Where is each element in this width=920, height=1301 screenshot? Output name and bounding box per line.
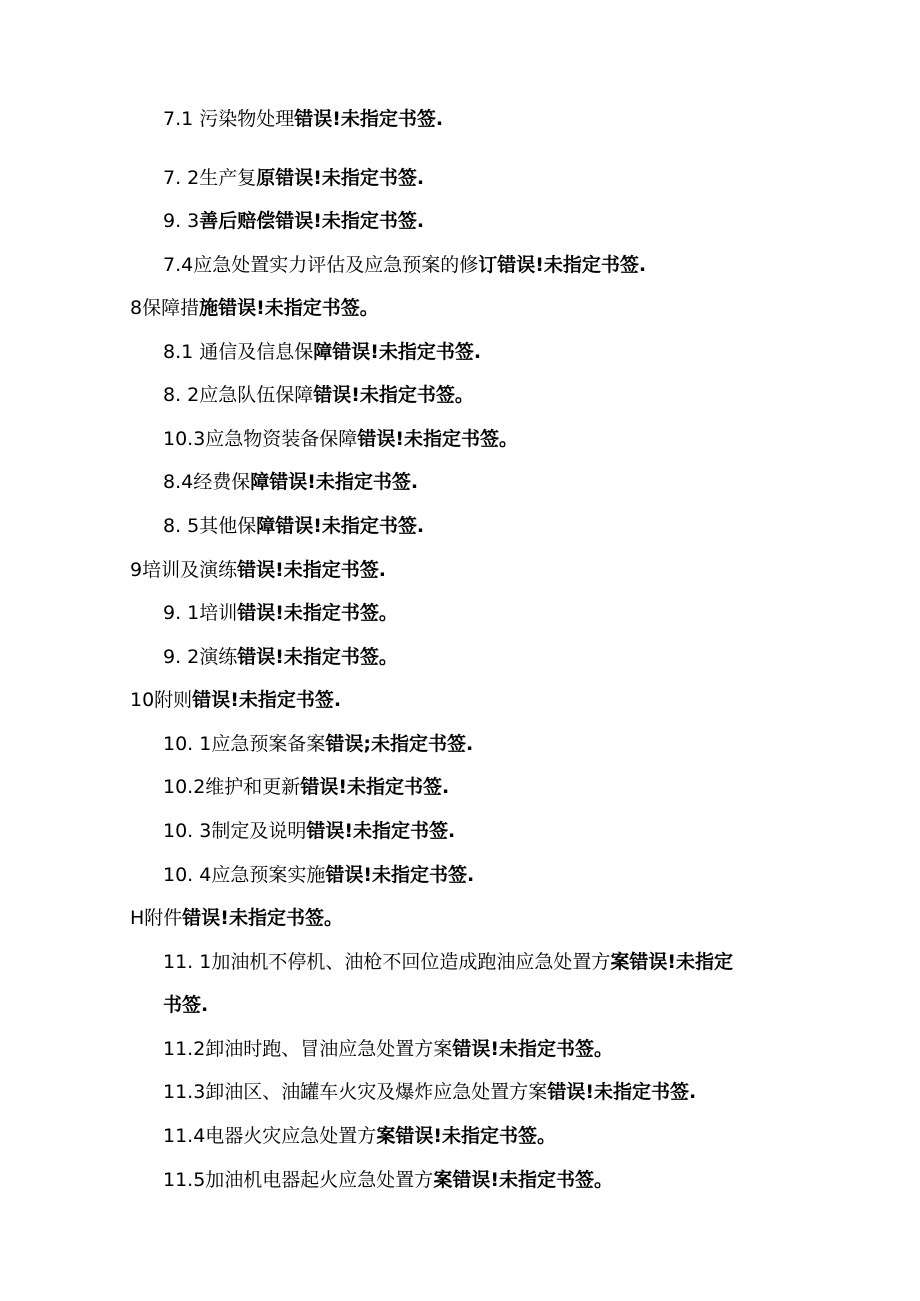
toc-entry-10-2[interactable] <box>163 776 449 798</box>
toc-entry-text: 8. 5其他保 <box>163 515 257 537</box>
toc-entry-text: 10. 3制定及说明 <box>163 820 307 842</box>
toc-entry-11-5[interactable] <box>163 1169 613 1191</box>
toc-entry-text: 10. 4应急预案实施 <box>163 864 326 886</box>
toc-entry-11[interactable] <box>130 907 343 929</box>
toc-entry-10[interactable] <box>130 689 341 711</box>
toc-entry-7-1[interactable] <box>163 108 443 130</box>
toc-entry-10-4[interactable] <box>163 864 474 886</box>
toc-entry-error: 施错误!未指定书签。 <box>199 297 379 319</box>
toc-entry-error: 订错误!未指定书签. <box>478 254 647 276</box>
toc-entry-11-1-continued[interactable] <box>163 994 208 1016</box>
toc-entry-error: 障错误!未指定书签. <box>256 515 425 537</box>
toc-entry-text: 10. 1应急预案备案 <box>163 733 326 755</box>
toc-entry-error: 错误!未指定书签。 <box>357 428 518 450</box>
toc-entry-7-2[interactable] <box>163 167 424 189</box>
toc-entry-error: 案错误!未指定 <box>610 951 734 973</box>
toc-entry-text: H附件 <box>130 907 183 929</box>
toc-entry-text: 10附则 <box>130 689 193 711</box>
toc-entry-10-1[interactable] <box>163 733 473 755</box>
toc-entry-error: 善后赔偿错误!未指定书签. <box>199 210 425 232</box>
toc-entry-text: 7. 2生产复 <box>163 167 257 189</box>
toc-entry-text: 10.2维护和更新 <box>163 776 301 798</box>
toc-entry-error: 障错误!未指定书签. <box>313 341 482 363</box>
toc-entry-error: 错误!未指定书签. <box>294 108 444 130</box>
toc-entry-error: 错误!未指定书签。 <box>452 1038 613 1060</box>
toc-entry-text: 9培训及演练 <box>130 559 238 581</box>
toc-entry-7-4[interactable] <box>163 254 646 276</box>
toc-entry-9-2[interactable] <box>163 646 398 668</box>
toc-entry-10-3a[interactable] <box>163 428 518 450</box>
toc-entry-10-3[interactable] <box>163 820 455 842</box>
toc-entry-text: 11.5加油机电器起火应急处置方 <box>163 1169 434 1191</box>
toc-entry-text: 8. 2应急队伍保障 <box>163 384 314 406</box>
toc-entry-11-4[interactable] <box>163 1125 556 1147</box>
toc-entry-error: 错误!未指定书签. <box>237 559 386 581</box>
toc-entry-error: 错误!未指定书签。 <box>237 646 398 668</box>
toc-entry-error: 原错误!未指定书签. <box>256 167 425 189</box>
toc-entry-text: 9. 3 <box>163 210 200 232</box>
toc-entry-text: 10.3应急物资装备保障 <box>163 428 358 450</box>
toc-entry-8-1[interactable] <box>163 341 481 363</box>
toc-entry-text: 7.4应急处置实力评估及应急预案的修 <box>163 254 479 276</box>
toc-entry-error: 障错误!未指定书签. <box>250 471 419 493</box>
toc-entry-text: 8.4经费保 <box>163 471 251 493</box>
toc-entry-error: 错误;未指定书签. <box>325 733 474 755</box>
toc-entry-8-4[interactable] <box>163 471 418 493</box>
toc-entry-error: 书签. <box>163 994 209 1016</box>
toc-entry-error: 错误!未指定书签. <box>300 776 450 798</box>
toc-entry-text: 11.2卸油时跑、冒油应急处置方案 <box>163 1038 453 1060</box>
toc-entry-error: 错误!未指定书签. <box>547 1081 697 1103</box>
toc-entry-text: 11.4电器火灾应急处置方 <box>163 1125 377 1147</box>
toc-entry-text: 8保障措 <box>130 297 200 319</box>
toc-entry-error: 错误!未指定书签。 <box>313 384 474 406</box>
toc-entry-text: 9. 1培训 <box>163 602 238 624</box>
toc-entry-text: 7.1 污染物处理 <box>163 108 295 130</box>
toc-entry-error: 错误!未指定书签。 <box>182 907 343 929</box>
toc-entry-8[interactable] <box>130 297 379 319</box>
toc-entry-text: 8.1 通信及信息保 <box>163 341 314 363</box>
toc-entry-11-3[interactable] <box>163 1081 696 1103</box>
toc-entry-text: 9. 2演练 <box>163 646 238 668</box>
toc-entry-error: 案错误!未指定书签。 <box>376 1125 556 1147</box>
toc-entry-error: 错误!未指定书签. <box>306 820 456 842</box>
toc-entry-error: 错误!未指定书签。 <box>237 602 398 624</box>
toc-entry-11-2[interactable] <box>163 1038 613 1060</box>
toc-entry-9-1[interactable] <box>163 602 398 624</box>
toc-entry-text: 11. 1加油机不停机、油枪不回位造成跑油应急处置方 <box>163 951 611 973</box>
toc-entry-9[interactable] <box>130 559 386 581</box>
toc-entry-11-1[interactable] <box>163 951 733 973</box>
toc-entry-text: 11.3卸油区、油罐车火灾及爆炸应急处置方案 <box>163 1081 548 1103</box>
toc-entry-error: 错误!未指定书签. <box>325 864 475 886</box>
toc-entry-error: 案错误!未指定书签。 <box>433 1169 613 1191</box>
toc-entry-error: 错误!未指定书签. <box>192 689 342 711</box>
toc-entry-8-2[interactable] <box>163 384 474 406</box>
toc-entry-9-3[interactable] <box>163 210 424 232</box>
toc-entry-8-5[interactable] <box>163 515 424 537</box>
